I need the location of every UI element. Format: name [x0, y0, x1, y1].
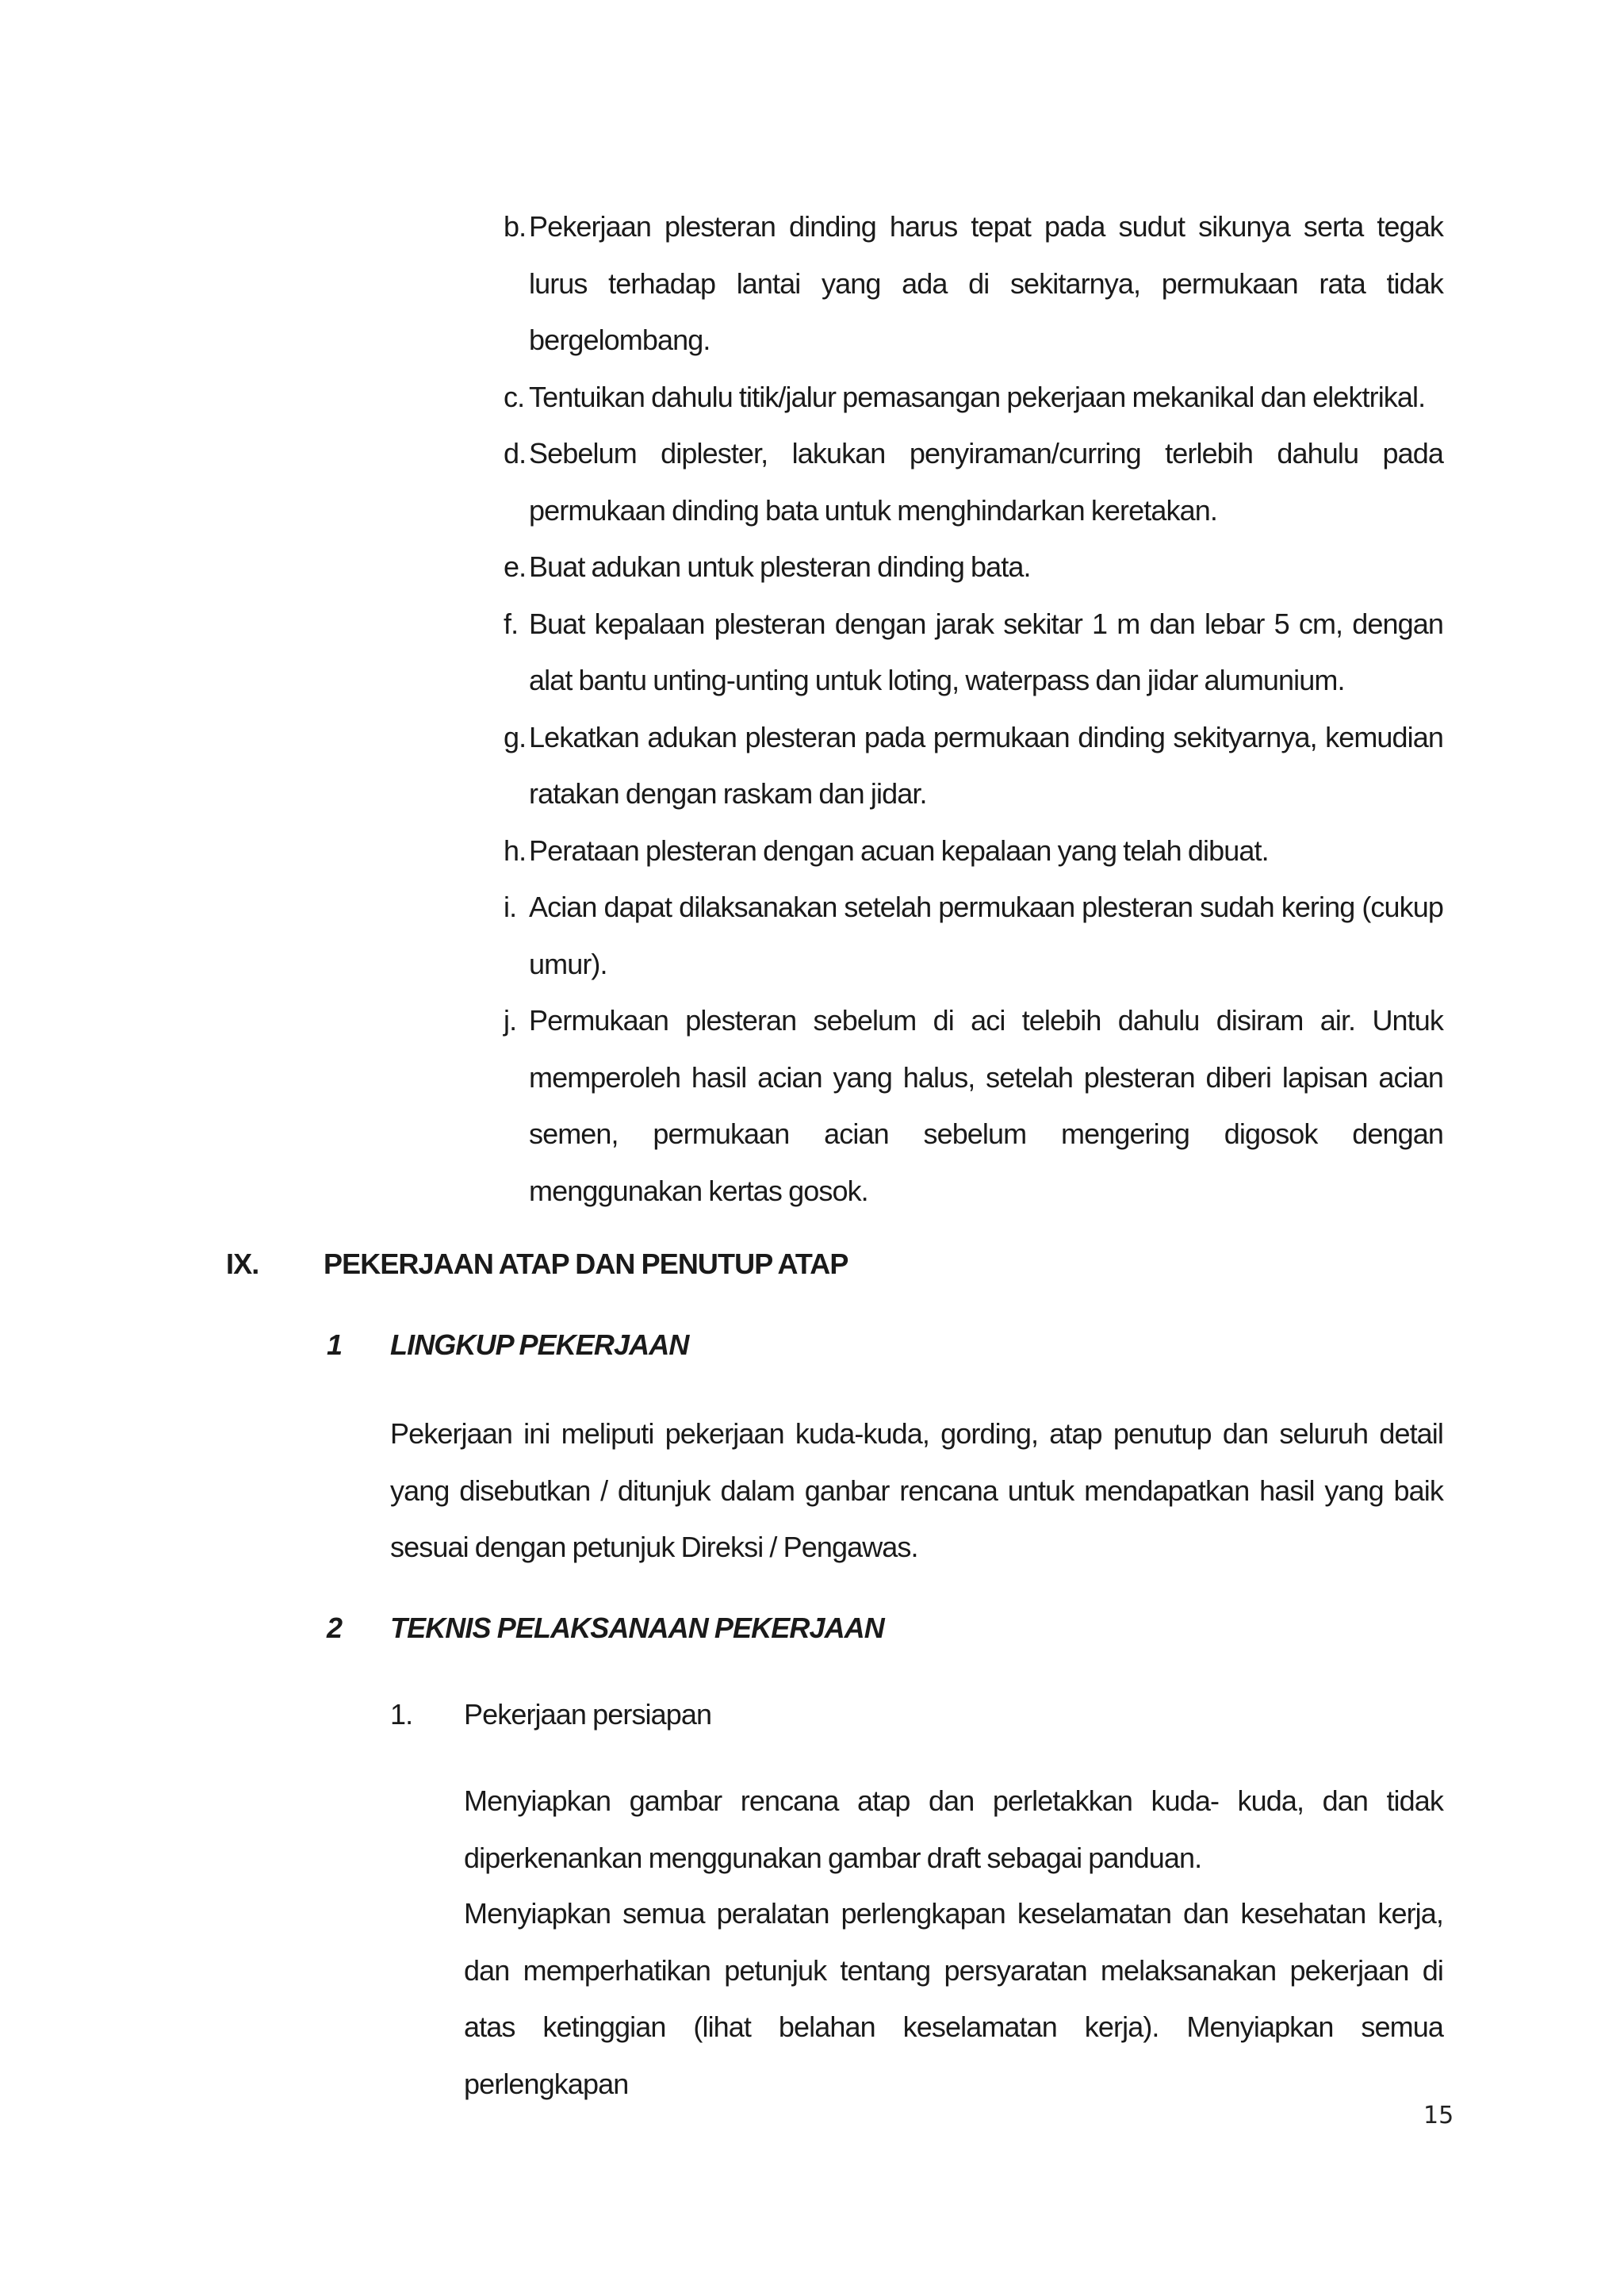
subsection-number: 2	[327, 1612, 343, 1644]
list-item	[476, 992, 1443, 1219]
list-marker: i.	[504, 891, 517, 923]
item-title: Pekerjaan persiapan	[464, 1698, 712, 1731]
list-item	[476, 198, 1443, 369]
list-item	[476, 709, 1443, 822]
list-item-text: Acian dapat dilaksanakan setelah permukaan plesteran sudah kering (cukup umur).	[529, 891, 1443, 980]
subsection-title: LINGKUP PEKERJAAN	[390, 1328, 689, 1361]
scope-paragraph: Pekerjaan ini meliputi pekerjaan kuda-kuda, gording, atap penutup dan seluruh detail yang disebutkan / ditunjuk dalam ganbar rencana untuk mendapatkan hasil yang baik sesuai dengan petunjuk Direksi / Pengawas.	[390, 1417, 1443, 1563]
preparation-paragraph-1: Menyiapkan gambar rencana atap dan perletakkan kuda- kuda, dan tidak diperkenankan menggunakan gambar draft sebagai panduan.	[464, 1784, 1443, 1874]
list-item	[476, 369, 1443, 426]
list-item-text: Perataan plesteran dengan acuan kepalaan yang telah dibuat.	[529, 834, 1269, 867]
list-item	[476, 596, 1443, 709]
subsection-heading-scope	[327, 1328, 688, 1363]
subsection-title: TEKNIS PELAKSANAAN PEKERJAAN	[390, 1612, 884, 1644]
numbered-item-preparation	[390, 1697, 711, 1732]
list-item	[476, 539, 1443, 596]
list-item-text: Buat adukan untuk plesteran dinding bata.	[529, 550, 1031, 583]
list-marker: d.	[504, 437, 527, 470]
list-marker: b.	[504, 210, 527, 243]
list-marker: c.	[504, 380, 525, 413]
item-number: 1.	[390, 1698, 413, 1731]
list-item	[476, 425, 1443, 539]
list-marker: j.	[504, 1004, 517, 1037]
list-marker: g.	[504, 720, 527, 753]
section-number: IX.	[226, 1248, 259, 1280]
list-marker: f.	[504, 607, 519, 640]
preparation-paragraph-2: Menyiapkan semua peralatan perlengkapan keselamatan dan kesehatan kerja, dan memperhatikan petunjuk tentang persyaratan melaksanakan pekerjaan di atas ketinggian (lihat belahan keselamatan kerja). Menyiapkan semua perlengkapan	[464, 1897, 1443, 2100]
list-item-text: Permukaan plesteran sebelum di aci telebih dahulu disiram air. Untuk memperoleh hasil acian yang halus, setelah plesteran diberi lapisan acian semen, permukaan acian sebelum mengering digosok dengan menggunakan kertas gosok.	[529, 1004, 1443, 1207]
list-marker: e.	[504, 550, 527, 583]
list-item-text: Buat kepalaan plesteran dengan jarak sekitar 1 m dan lebar 5 cm, dengan alat bantu unting-unting untuk loting, waterpass dan jidar alumunium.	[529, 607, 1443, 696]
page-number: 15	[1423, 2102, 1454, 2129]
section-title: PEKERJAAN ATAP DAN PENUTUP ATAP	[324, 1248, 848, 1280]
section-heading	[226, 1247, 848, 1282]
list-marker: h.	[504, 834, 527, 867]
list-item	[476, 879, 1443, 992]
list-item-text: Pekerjaan plesteran dinding harus tepat pada sudut sikunya serta tegak lurus terhadap lantai yang ada di sekitarnya, permukaan rata tidak bergelombang.	[529, 210, 1443, 356]
list-item-text: Tentuikan dahulu titik/jalur pemasangan pekerjaan mekanikal dan elektrikal.	[529, 380, 1426, 413]
list-item	[476, 822, 1443, 880]
subsection-heading-technical	[327, 1611, 884, 1646]
list-item-text: Sebelum diplester, lakukan penyiraman/curring terlebih dahulu pada permukaan dinding bata untuk menghindarkan keretakan.	[529, 437, 1443, 527]
subsection-number: 1	[327, 1328, 343, 1361]
list-item-text: Lekatkan adukan plesteran pada permukaan dinding sekityarnya, kemudian ratakan dengan raskam dan jidar.	[529, 720, 1443, 810]
plastering-steps-list	[476, 198, 1443, 1219]
